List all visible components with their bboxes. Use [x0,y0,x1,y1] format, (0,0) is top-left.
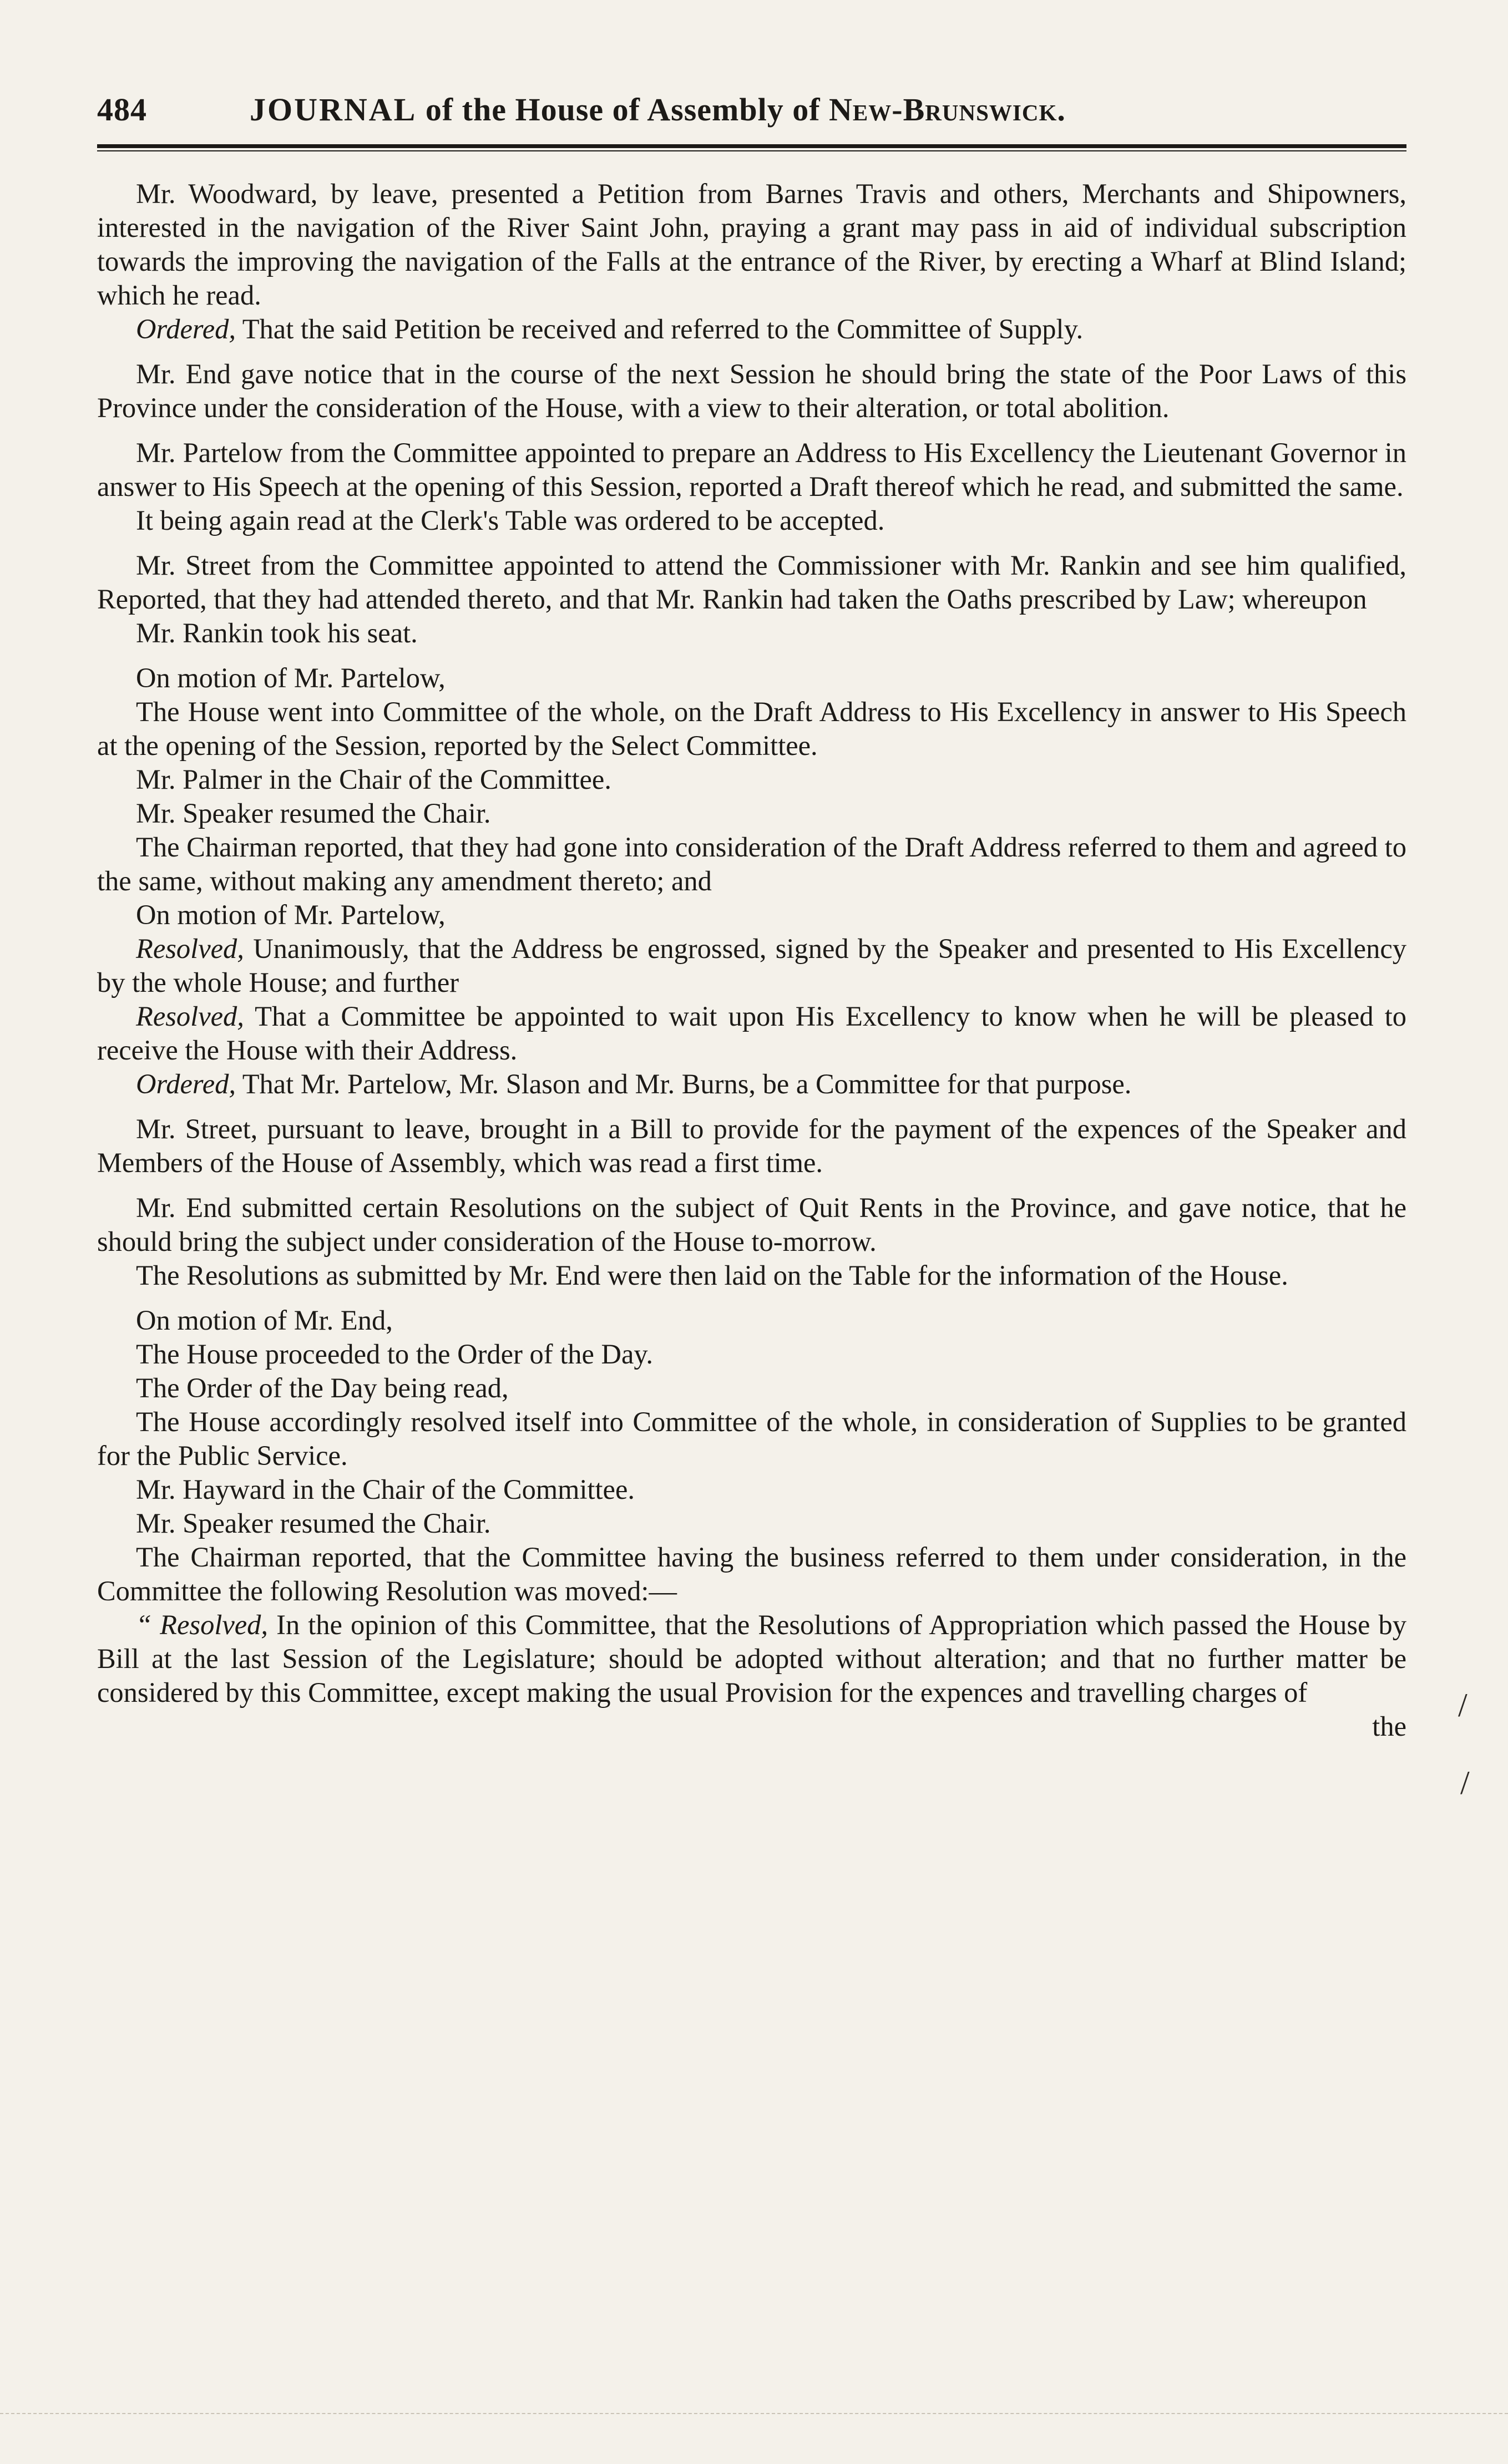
running-head-province: New-Brunswick. [829,92,1066,128]
journal-body [97,177,1406,1743]
margin-slash-mark: / [1460,1765,1470,1801]
paragraph-order-of-day: The House proceeded to the Order of the Day. [136,1339,654,1370]
paragraph-motion-end: On motion of Mr. End, [136,1305,393,1336]
paragraph-chairman-reported: The Chairman reported, that they had gone into consideration of the Draft Address referred to them and agreed to the same, without making any amendment thereto; and [97,832,1406,896]
paragraph-resolution-appropriation: “ Resolved, In the opinion of this Committee, that the Resolutions of Appropriation which passed the House by Bill at the last Session of the Legislature; should be adopted without alteration; and that no further matter be considered by this Committee, except making the usual Provision for the expences and travelling charges of [97,1609,1406,1708]
paragraph-poor-laws: Mr. End gave notice that in the course of the next Session he should bring the state of the Poor Laws of this Province under the consideration of the House, with a view to their alteration, or total abolition. [97,358,1406,423]
page-bottom-edge [0,2413,1508,2464]
paragraph-ordered-supply: Ordered, That the said Petition be received and referred to the Committee of Supply. [136,313,1084,344]
paragraph-address-draft: Mr. Partelow from the Committee appointed to prepare an Address to His Excellency the Lieutenant Governor in answer to His Speech at the opening of this Session, reported a Draft thereof which he read, and submitted the same. [97,437,1406,502]
paragraph-resolved-committee: Resolved, That a Committee be appointed to wait upon His Excellency to know when he will be pleased to receive the House with their Address. [97,1001,1406,1066]
catchword: the [1372,1711,1406,1742]
paragraph-speaker-resumed: Mr. Speaker resumed the Chair. [136,798,491,829]
page-number: 484 [97,92,147,128]
running-head [250,91,1066,128]
paragraph-quit-rents: Mr. End submitted certain Resolutions on the subject of Quit Rents in the Province, and gave notice, that he should bring the subject under consideration of the House to-morrow. [97,1192,1406,1257]
paragraph-committee-whole: The House went into Committee of the whole, on the Draft Address to His Excellency in answer to His Speech at the opening of the Session, reported by the Select Committee. [97,696,1406,761]
paragraph-ordered-committee: Ordered, That Mr. Partelow, Mr. Slason and Mr. Burns, be a Committee for that purpose. [136,1068,1132,1099]
paragraph-palmer-chair: Mr. Palmer in the Chair of the Committee. [136,764,611,795]
paragraph-petition: Mr. Woodward, by leave, presented a Petition from Barnes Travis and others, Merchants and Shipowners, interested in the navigation of the River Saint John, praying a grant may pass in aid of individual subscription towards the improving the navigation of the Falls at the entrance of the River, by erecting a Wharf at Blind Island; which he read. [97,178,1406,311]
paragraph-motion-partelow: On motion of Mr. Partelow, [136,662,446,693]
paragraph-chairman-reported-2: The Chairman reported, that the Committee having the business referred to them under consideration, in the Committee the following Resolution was moved:— [97,1542,1406,1606]
paragraph-hayward-chair: Mr. Hayward in the Chair of the Committee. [136,1474,635,1505]
paragraph-supplies: The House accordingly resolved itself into Committee of the whole, in consideration of Supplies to be granted for the Public Service. [97,1406,1406,1471]
paragraph-street-bill: Mr. Street, pursuant to leave, brought in a Bill to provide for the payment of the expences of the Speaker and Members of the House of Assembly, which was read a first time. [97,1113,1406,1178]
journal-page [97,83,1406,1743]
paragraph-resolutions-table: The Resolutions as submitted by Mr. End were then laid on the Table for the information of the House. [136,1260,1288,1291]
header-rule [97,144,1406,151]
page-header [97,83,1406,144]
margin-tick-mark: / [1458,1687,1467,1723]
paragraph-order-read: The Order of the Day being read, [136,1372,509,1403]
paragraph-rankin-seat: Mr. Rankin took his seat. [136,617,418,648]
paragraph-accepted: It being again read at the Clerk's Table was ordered to be accepted. [136,505,885,536]
running-head-house: of the House of Assembly of [425,92,821,128]
paragraph-motion-partelow-2: On motion of Mr. Partelow, [136,899,446,930]
paragraph-rankin-qualified: Mr. Street from the Committee appointed to attend the Commissioner with Mr. Rankin and see him qualified, Reported, that they had attended thereto, and that Mr. Rankin had taken the Oaths prescribed by Law; whereupon [97,550,1406,615]
paragraph-speaker-resumed-2: Mr. Speaker resumed the Chair. [136,1508,491,1539]
running-head-journal: JOURNAL [250,92,417,128]
paragraph-resolved-engrossed: Resolved, Unanimously, that the Address be engrossed, signed by the Speaker and presented to His Excellency by the whole House; and further [97,933,1406,998]
